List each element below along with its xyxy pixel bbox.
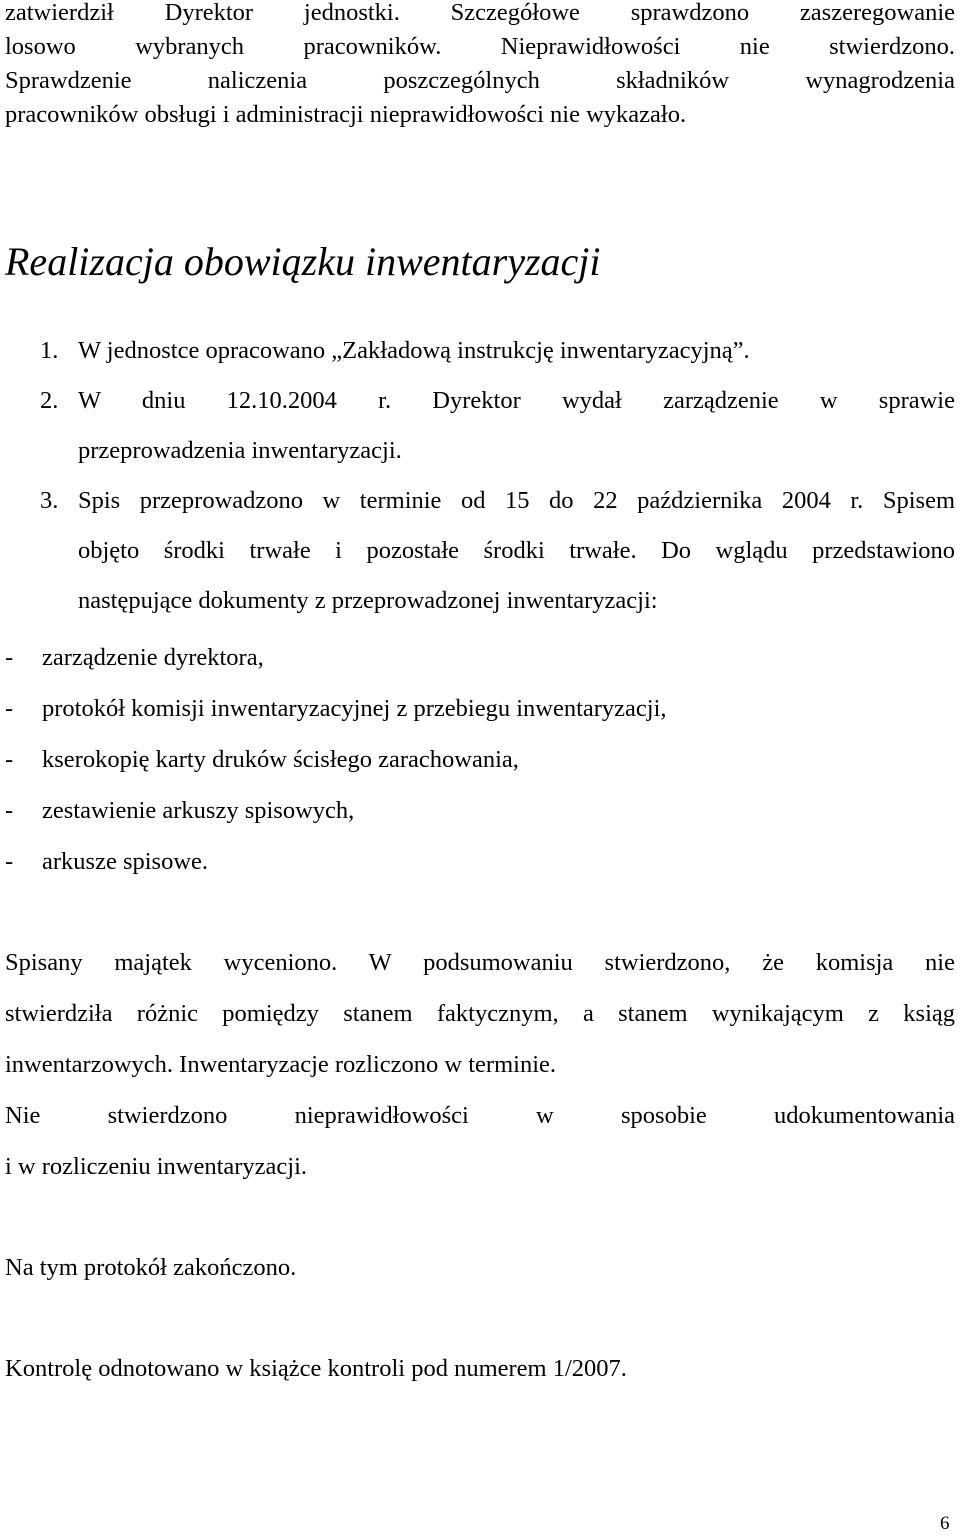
section-heading: Realizacja obowiązku inwentaryzacji (5, 239, 601, 284)
intro-paragraph (5, 0, 955, 132)
paragraph-line: losowo wybranych pracowników. Nieprawidłowości nie stwierdzono. (5, 33, 955, 60)
list-item (5, 836, 905, 887)
list-item-text: kserokopię karty druków ścisłego zarachowania, (42, 746, 519, 773)
list-item (5, 632, 905, 683)
list-item-text: zestawienie arkuszy spisowych, (42, 797, 355, 824)
numbered-item (40, 476, 955, 626)
paragraph-line: inwentarzowych. Inwentaryzacje rozliczono w terminie. (5, 1051, 556, 1078)
paragraph-line: zatwierdził Dyrektor jednostki. Szczegółowe sprawdzono zaszeregowanie (5, 0, 955, 26)
item-number: 1. (40, 337, 59, 364)
dash-bullet: - (5, 797, 14, 824)
summary-paragraph (5, 937, 955, 1090)
control-note: Kontrolę odnotowano w książce kontroli pod numerem 1/2007. (5, 1355, 627, 1382)
item-line: W jednostce opracowano „Zakładową instrukcję inwentaryzacyjną”. (78, 337, 750, 364)
item-number: 2. (40, 387, 59, 414)
list-item-text: protokół komisji inwentaryzacyjnej z przebiegu inwentaryzacji, (42, 695, 667, 722)
item-line: następujące dokumenty z przeprowadzonej inwentaryzacji: (78, 587, 658, 614)
list-item (5, 683, 905, 734)
dash-bullet: - (5, 695, 14, 722)
item-line: W dniu 12.10.2004 r. Dyrektor wydał zarządzenie w sprawie (78, 387, 955, 414)
numbered-list (40, 326, 955, 626)
paragraph-line: pracowników obsługi i administracji nieprawidłowości nie wykazało. (5, 101, 687, 128)
item-line: objęto środki trwałe i pozostałe środki trwałe. Do wglądu przedstawiono (78, 537, 955, 564)
paragraph-line: Nie stwierdzono nieprawidłowości w sposobie udokumentowania (5, 1102, 955, 1129)
item-line: Spis przeprowadzono w terminie od 15 do 22 października 2004 r. Spisem (78, 487, 955, 514)
page-number: 6 (940, 1513, 950, 1534)
numbered-item (40, 376, 955, 476)
paragraph-line: i w rozliczeniu inwentaryzacji. (5, 1153, 308, 1180)
dash-bullet: - (5, 746, 14, 773)
dash-bullet: - (5, 644, 14, 671)
paragraph-line: Sprawdzenie naliczenia poszczególnych składników wynagrodzenia (5, 67, 955, 94)
document-list (5, 632, 905, 887)
list-item (5, 734, 905, 785)
list-item-text: arkusze spisowe. (42, 848, 209, 875)
no-irregularities-paragraph (5, 1090, 955, 1192)
item-line: przeprowadzenia inwentaryzacji. (78, 437, 402, 464)
paragraph-line: Spisany majątek wyceniono. W podsumowaniu stwierdzono, że komisja nie (5, 949, 955, 976)
list-item (5, 785, 905, 836)
item-number: 3. (40, 487, 59, 514)
numbered-item (40, 326, 955, 376)
paragraph-line: stwierdziła różnic pomiędzy stanem faktycznym, a stanem wynikającym z ksiąg (5, 1000, 955, 1027)
dash-bullet: - (5, 848, 14, 875)
closing-sentence: Na tym protokół zakończono. (5, 1254, 297, 1281)
list-item-text: zarządzenie dyrektora, (42, 644, 264, 671)
